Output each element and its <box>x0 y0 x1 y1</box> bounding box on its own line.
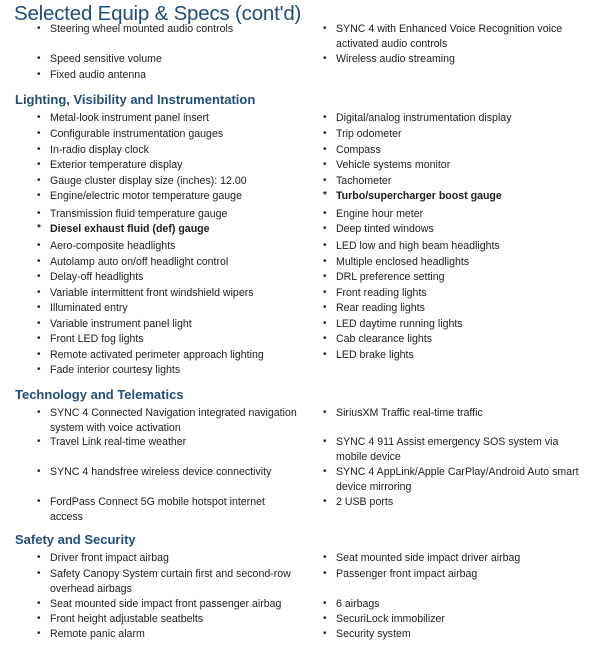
bullet-icon: • <box>37 628 41 639</box>
bullet-icon: • <box>37 598 41 609</box>
list-item: • FordPass Connect 5G mobile hotspot internet <box>37 496 265 508</box>
list-item: • SYNC 4 AppLink/Apple CarPlay/Android Auto smart <box>323 466 579 478</box>
asterisk-icon: * <box>37 223 41 234</box>
list-item: • LED brake lights <box>323 349 414 361</box>
bullet-icon: • <box>323 407 327 418</box>
list-item: • Engine hour meter <box>323 208 424 220</box>
bullet-icon: • <box>323 333 327 344</box>
bullet-icon: • <box>37 271 41 282</box>
list-item: • Metal-look instrument panel insert <box>37 112 209 124</box>
bullet-icon: • <box>37 496 41 507</box>
bullet-icon: • <box>37 144 41 155</box>
list-item-continuation: system with voice activation <box>50 422 181 434</box>
list-item: • Cab clearance lights <box>323 333 432 345</box>
list-item: • Seat mounted side impact driver airbag <box>323 552 521 564</box>
list-item: • Multiple enclosed headlights <box>323 256 470 268</box>
list-item: • 6 airbags <box>323 598 380 610</box>
bullet-icon: • <box>323 208 327 219</box>
list-item: • Digital/analog instrumentation display <box>323 112 512 124</box>
list-item: • Front LED fog lights <box>37 333 144 345</box>
list-item: • Compass <box>323 144 381 156</box>
list-item-continuation: device mirroring <box>336 481 412 493</box>
list-item: • Transmission fluid temperature gauge <box>37 208 228 220</box>
bullet-icon: • <box>37 466 41 477</box>
section-heading-technology: Technology and Telematics <box>15 387 184 402</box>
list-item: • Safety Canopy System curtain first and second-row <box>37 568 291 580</box>
bullet-icon: • <box>37 568 41 579</box>
bullet-icon: • <box>323 552 327 563</box>
bullet-icon: • <box>323 271 327 282</box>
bullet-icon: • <box>323 613 327 624</box>
list-item: • Engine/electric motor temperature gauge <box>37 190 242 202</box>
bullet-icon: • <box>323 349 327 360</box>
bullet-icon: • <box>37 190 41 201</box>
list-item: • Fade interior courtesy lights <box>37 364 181 376</box>
list-item: • Gauge cluster display size (inches): 12.00 <box>37 175 247 187</box>
list-item: • In-radio display clock <box>37 144 149 156</box>
bullet-icon: • <box>37 69 41 80</box>
bullet-icon: • <box>323 240 327 251</box>
list-item-continuation: access <box>50 511 83 523</box>
list-item: • Vehicle systems monitor <box>323 159 451 171</box>
bullet-icon: • <box>37 287 41 298</box>
list-item: • Tachometer <box>323 175 392 187</box>
bullet-icon: • <box>323 598 327 609</box>
list-item: • Variable instrument panel light <box>37 318 192 330</box>
section-heading-safety: Safety and Security <box>15 532 136 547</box>
bullet-icon: • <box>37 53 41 64</box>
list-item: • Fixed audio antenna <box>37 69 147 81</box>
list-item: • Wireless audio streaming <box>323 53 455 65</box>
list-item: • Variable intermittent front windshield wipers <box>37 287 254 299</box>
bullet-icon: • <box>37 364 41 375</box>
list-item-continuation: overhead airbags <box>50 583 132 595</box>
list-item: • SYNC 4 Connected Navigation integrated navigation <box>37 407 297 419</box>
list-item: • Steering wheel mounted audio controls <box>37 23 234 35</box>
bullet-icon: • <box>37 23 41 34</box>
bullet-icon: • <box>37 552 41 563</box>
bullet-icon: • <box>37 256 41 267</box>
section-heading-lighting: Lighting, Visibility and Instrumentation <box>15 92 256 107</box>
bullet-icon: • <box>323 318 327 329</box>
list-item: • Autolamp auto on/off headlight control <box>37 256 229 268</box>
bullet-icon: • <box>323 466 327 477</box>
list-item: • Driver front impact airbag <box>37 552 169 564</box>
bullet-icon: • <box>323 112 327 123</box>
list-item: • LED low and high beam headlights <box>323 240 500 252</box>
list-item-optional: * Turbo/supercharger boost gauge <box>323 190 502 202</box>
page-title: Selected Equip & Specs (cont'd) <box>14 2 302 25</box>
list-item: • SYNC 4 911 Assist emergency SOS system via <box>323 436 559 448</box>
bullet-icon: • <box>323 287 327 298</box>
list-item: • Front reading lights <box>323 287 427 299</box>
bullet-icon: • <box>323 568 327 579</box>
list-item: • SYNC 4 with Enhanced Voice Recognition voice <box>323 23 563 35</box>
list-item: • Delay-off headlights <box>37 271 144 283</box>
list-item: • DRL preference setting <box>323 271 445 283</box>
list-item: • SecuriLock immobilizer <box>323 613 445 625</box>
bullet-icon: • <box>323 175 327 186</box>
bullet-icon: • <box>37 333 41 344</box>
bullet-icon: • <box>37 302 41 313</box>
bullet-icon: • <box>323 496 327 507</box>
list-item: • Rear reading lights <box>323 302 425 314</box>
list-item: • Deep tinted windows <box>323 223 434 235</box>
list-item: • Remote panic alarm <box>37 628 145 640</box>
list-item-continuation: mobile device <box>336 451 401 463</box>
list-item: • 2 USB ports <box>323 496 394 508</box>
bullet-icon: • <box>37 349 41 360</box>
list-item: • Trip odometer <box>323 128 402 140</box>
bullet-icon: • <box>37 240 41 251</box>
bullet-icon: • <box>323 128 327 139</box>
bullet-icon: • <box>37 175 41 186</box>
bullet-icon: • <box>37 436 41 447</box>
list-item: • Seat mounted side impact front passenger airbag <box>37 598 282 610</box>
list-item: • Security system <box>323 628 411 640</box>
list-item: • Travel Link real-time weather <box>37 436 187 448</box>
bullet-icon: • <box>323 53 327 64</box>
bullet-icon: • <box>323 436 327 447</box>
list-item: • Passenger front impact airbag <box>323 568 478 580</box>
asterisk-icon: * <box>323 190 327 201</box>
list-item: • LED daytime running lights <box>323 318 463 330</box>
list-item: • SiriusXM Traffic real-time traffic <box>323 407 483 419</box>
list-item: • Speed sensitive volume <box>37 53 162 65</box>
bullet-icon: • <box>37 407 41 418</box>
bullet-icon: • <box>37 208 41 219</box>
list-item: • Front height adjustable seatbelts <box>37 613 204 625</box>
list-item: • Configurable instrumentation gauges <box>37 128 224 140</box>
bullet-icon: • <box>37 112 41 123</box>
bullet-icon: • <box>323 256 327 267</box>
list-item-continuation: activated audio controls <box>336 38 448 50</box>
bullet-icon: • <box>323 159 327 170</box>
bullet-icon: • <box>323 302 327 313</box>
bullet-icon: • <box>37 613 41 624</box>
list-item: • Aero-composite headlights <box>37 240 176 252</box>
list-item: • Exterior temperature display <box>37 159 183 171</box>
bullet-icon: • <box>323 223 327 234</box>
list-item-optional: * Diesel exhaust fluid (def) gauge <box>37 223 210 235</box>
bullet-icon: • <box>37 128 41 139</box>
bullet-icon: • <box>323 23 327 34</box>
list-item: • SYNC 4 handsfree wireless device connectivity <box>37 466 272 478</box>
bullet-icon: • <box>323 628 327 639</box>
bullet-icon: • <box>323 144 327 155</box>
list-item: • Remote activated perimeter approach lighting <box>37 349 264 361</box>
bullet-icon: • <box>37 159 41 170</box>
bullet-icon: • <box>37 318 41 329</box>
list-item: • Illuminated entry <box>37 302 128 314</box>
